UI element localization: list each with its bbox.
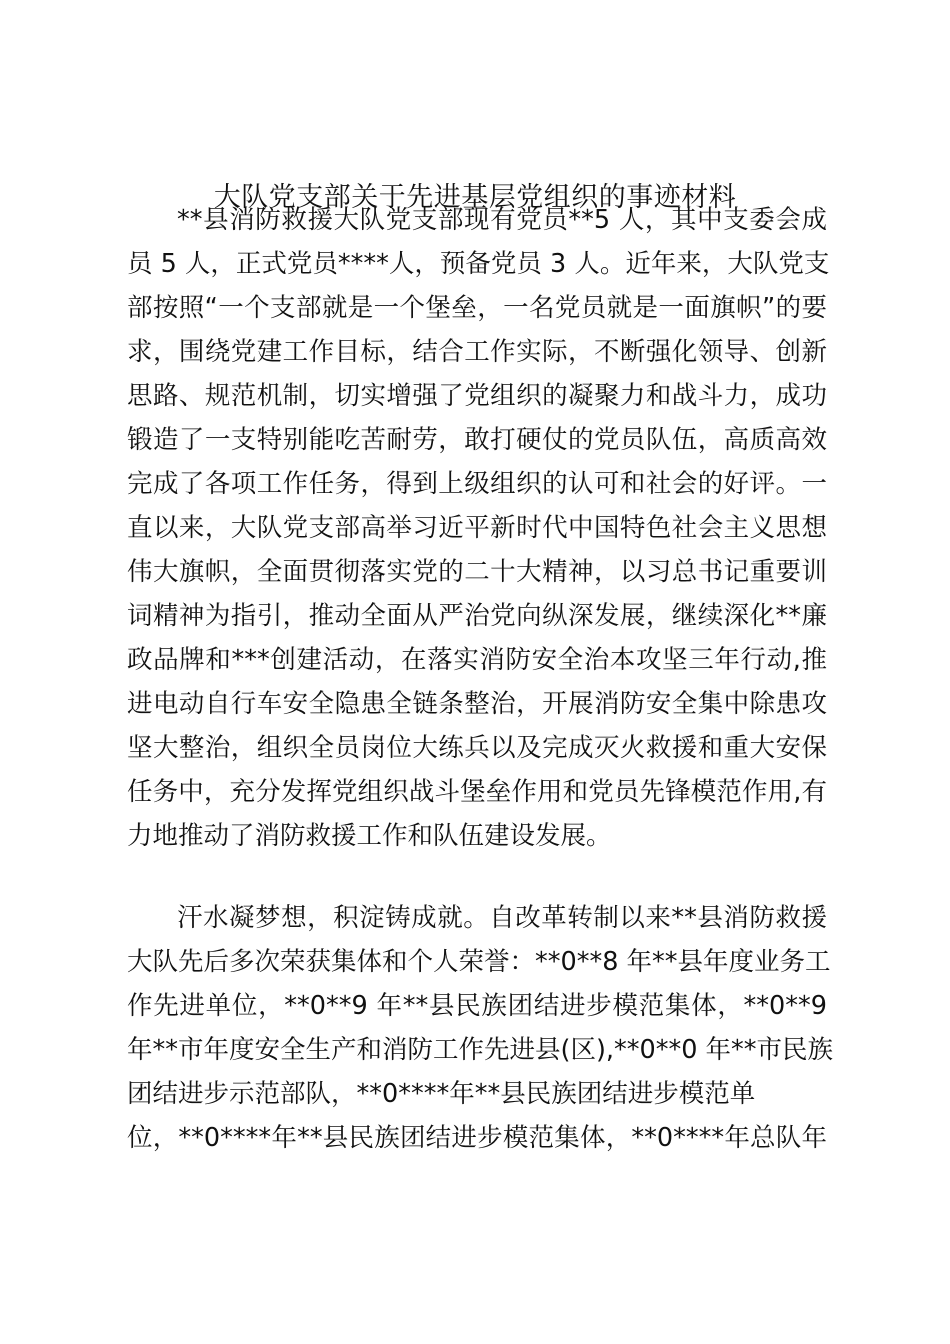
paragraph-line: 部按照“一个支部就是一个堡垒，一名党员就是一面旗帜”的要: [127, 293, 827, 323]
paragraph-line: 完成了各项工作任务，得到上级组织的认可和社会的好评。一: [127, 469, 827, 499]
paragraph-2: [127, 896, 834, 1160]
paragraph-line: 词精神为指引，推动全面从严治党向纵深发展，继续深化**廉: [127, 601, 827, 631]
paragraph-line: 任务中，充分发挥党组织战斗堡垒作用和党员先锋模范作用,有: [127, 777, 827, 807]
paragraph-line: 位，**0****年**县民族团结进步模范集体，**0****年总队年: [127, 1123, 827, 1153]
paragraph-line: 坚大整治，组织全员岗位大练兵以及完成灭火救援和重大安保: [127, 733, 827, 763]
paragraph-line: **县消防救援大队党支部现有党员**5 人，其中支委会成: [177, 205, 827, 235]
paragraph-line: 年**市年度安全生产和消防工作先进县(区),**0**0 年**市民族: [127, 1035, 834, 1065]
paragraph-line: 思路、规范机制，切实增强了党组织的凝聚力和战斗力，成功: [127, 381, 827, 411]
paragraph-line: 进电动自行车安全隐患全链条整治，开展消防安全集中除患攻: [127, 689, 827, 719]
paragraph-line: 力地推动了消防救援工作和队伍建设发展。: [127, 821, 612, 851]
paragraph-line: 政品牌和***创建活动，在落实消防安全治本攻坚三年行动,推: [127, 645, 827, 675]
document-title: 大队党支部关于先进基层党组织的事迹材料: [213, 182, 737, 213]
paragraph-line: 直以来，大队党支部高举习近平新时代中国特色社会主义思想: [127, 513, 827, 543]
paragraph-line: 锻造了一支特别能吃苦耐劳，敢打硬仗的党员队伍，高质高效: [127, 425, 827, 455]
paragraph-line: 汗水凝梦想，积淀铸成就。自改革转制以来**县消防救援: [177, 903, 827, 933]
paragraph-line: 团结进步示范部队，**0****年**县民族团结进步模范单: [127, 1079, 756, 1109]
paragraph-line: 大队先后多次荣获集体和个人荣誉：**0**8 年**县年度业务工: [127, 947, 831, 977]
paragraph-1: [127, 198, 830, 858]
paragraph-line: 作先进单位，**0**9 年**县民族团结进步模范集体，**0**9: [127, 991, 827, 1021]
paragraph-line: 求，围绕党建工作目标，结合工作实际，不断强化领导、创新: [127, 337, 827, 367]
paragraph-line: 伟大旗帜，全面贯彻落实党的二十大精神，以习总书记重要训: [127, 557, 827, 587]
paragraph-line: 员 5 人，正式党员****人，预备党员 3 人。近年来，大队党支: [127, 249, 830, 279]
